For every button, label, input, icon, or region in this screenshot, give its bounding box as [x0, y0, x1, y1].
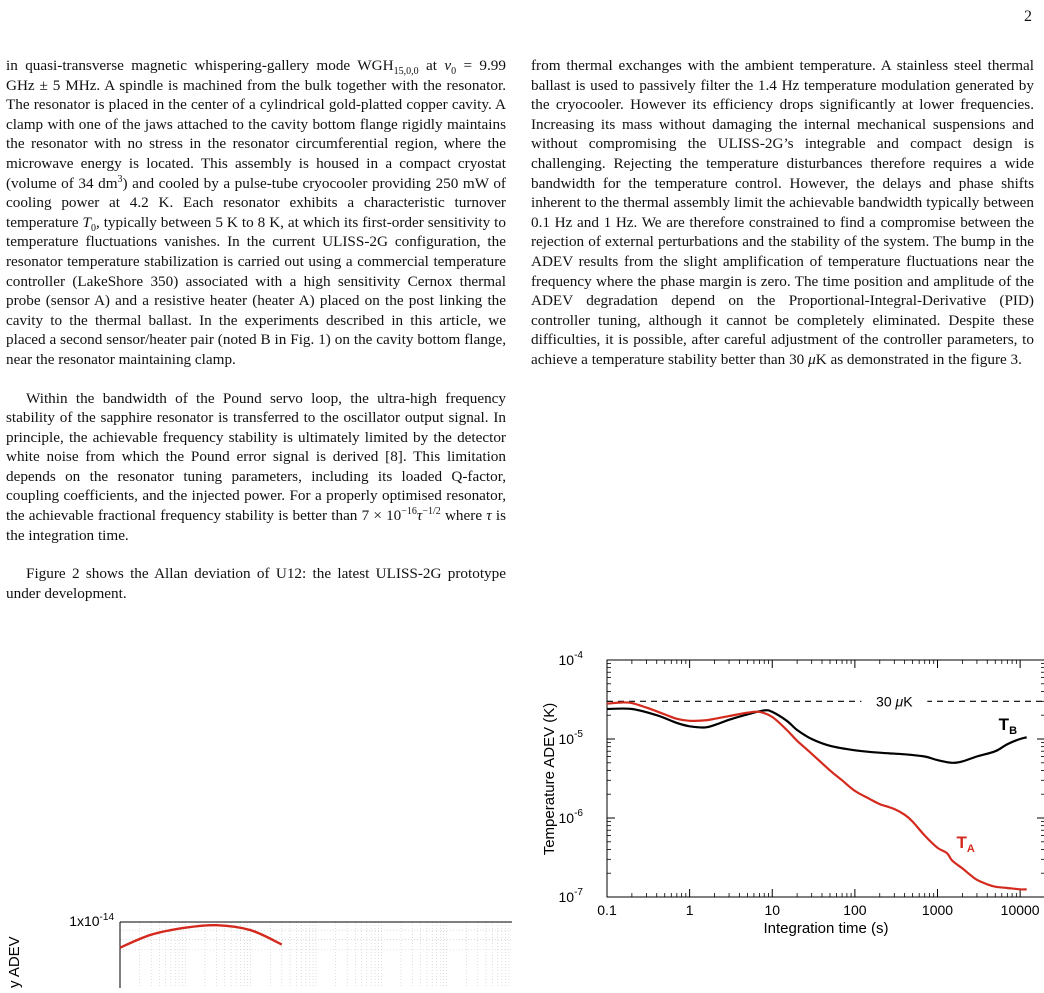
left-paragraph-3: Figure 2 shows the Allan deviation of U12: the latest ULISS-2G prototype under development. — [6, 565, 506, 602]
series-label-TA: $T_A$ — [956, 832, 975, 855]
y-tick-label: $10^{-6}$ — [558, 808, 583, 826]
right-column — [531, 56, 1034, 370]
y-tick-label: $10^{-5}$ — [558, 729, 583, 747]
y-axis-label: Temperature ADEV (K) — [541, 702, 558, 856]
right-paragraph-1: from thermal exchanges with the ambient temperature. A stainless steel thermal ballast is used to passively filter the 1.4 Hz temperature modulation generated by the cryocooler. However its efficiency drops significantly at lower frequencies. Increasing its mass without damaging the internal mechanical suspensions and without compromising the ULISS-2G’s integrable and compact design is challenging. Rejecting the temperature disturbances therefore requires a wide bandwidth for the temperature control. However, the delays and phase shifts inherent to the thermal assembly limit the achievable bandwidth typically between 0.1 Hz and 1 Hz. We are therefore constrained to find a compromise between the rejection of external perturbations and the stability of the system. The bump in the ADEV results from the slight amplification of temperature fluctuations near the frequency where the phase margin is zero. The time position and amplitude of the ADEV degradation depend on the Proportional-Integral-Derivative (PID) controller tuning, although it cannot be completely eliminated. Despite these difficulties, it is possible, after careful adjustment of the controller parameters, to achieve a temperature stability better than 30 μK as demonstrated in the figure 3. — [531, 57, 1034, 368]
x-tick-label: 100 — [843, 902, 867, 918]
left-column — [6, 56, 506, 603]
series-label-TB: $T_B$ — [998, 714, 1018, 737]
left-paragraph-2: Within the bandwidth of the Pound servo loop, the ultra-high frequency stability of the sapphire resonator is transferred to the oscillator output signal. In principle, the achievable frequency stability is ultimately limited by the detector white noise from which the Pound error signal is derived [8]. This limitation depends on the resonator tuning parameters, including its loaded Q-factor, coupling coefficients, and the injected power. For a properly optimised resonator, the achievable fractional frequency stability is better than $7 \times 10^{-16}\tau^{-1/2}$ where τ is the integration time. — [6, 389, 506, 544]
y-tick-label: $10^{-4}$ — [558, 650, 583, 668]
frequency-adev-chart — [0, 900, 520, 988]
figure-temperature-adev — [530, 648, 1044, 948]
x-tick-label: 10000 — [1000, 902, 1040, 918]
reference-line-label: 30 μK — [876, 693, 913, 710]
series-line — [120, 925, 282, 948]
y-axis-label: y ADEV — [6, 936, 23, 988]
series-line-TA — [607, 702, 1027, 889]
plot-frame — [607, 660, 1044, 897]
x-tick-label: 0.1 — [597, 902, 617, 918]
y-tick-label: $1x10^{-14}$ — [69, 912, 114, 929]
y-tick-label: $10^{-7}$ — [558, 887, 583, 905]
temperature-adev-chart — [530, 648, 1044, 948]
page-number: 2 — [1024, 8, 1032, 25]
x-tick-label: 1 — [685, 902, 694, 918]
x-tick-label: 1000 — [921, 902, 954, 918]
x-axis-label: Integration time (s) — [763, 920, 889, 937]
left-paragraph-1: in quasi-transverse magnetic whispering-gallery mode $WGH_{15,0,0}$ at $\nu_0 = 9.99$ GHz ± 5 MHz. A spindle is machined from the bulk together with the resonator. The resonator is placed in the center of a cylindrical gold-platted copper cavity. A clamp with one of the jaws attached to the cavity bottom flange rigidly maintains the resonator with no stress in the resonator circumferential region, where the microwave energy is located. This assembly is housed in a compact cryostat (volume of 34 $dm^3$) and cooled by a pulse-tube cryocooler providing 250 mW of cooling power at 4.2 K. Each resonator exhibits a characteristic turnover temperature $T_0$, typically between 5 K to 8 K, at which its first-order sensitivity to temperature fluctuations vanishes. In the current ULISS-2G configuration, the resonator temperature stabilization is carried out using a commercial temperature controller (LakeShore 350) associated with a high sensitivity Cernox thermal probe (sensor A) and a resistive heater (heater A) placed on the post linking the cavity to the thermal ballast. In the experiments described in this article, we placed a second sensor/heater pair (noted B in Fig. 1) on the cavity bottom flange, near the resonator maintaining clamp. — [6, 57, 506, 368]
figure-frequency-adev — [0, 900, 520, 988]
x-tick-label: 10 — [764, 902, 781, 918]
